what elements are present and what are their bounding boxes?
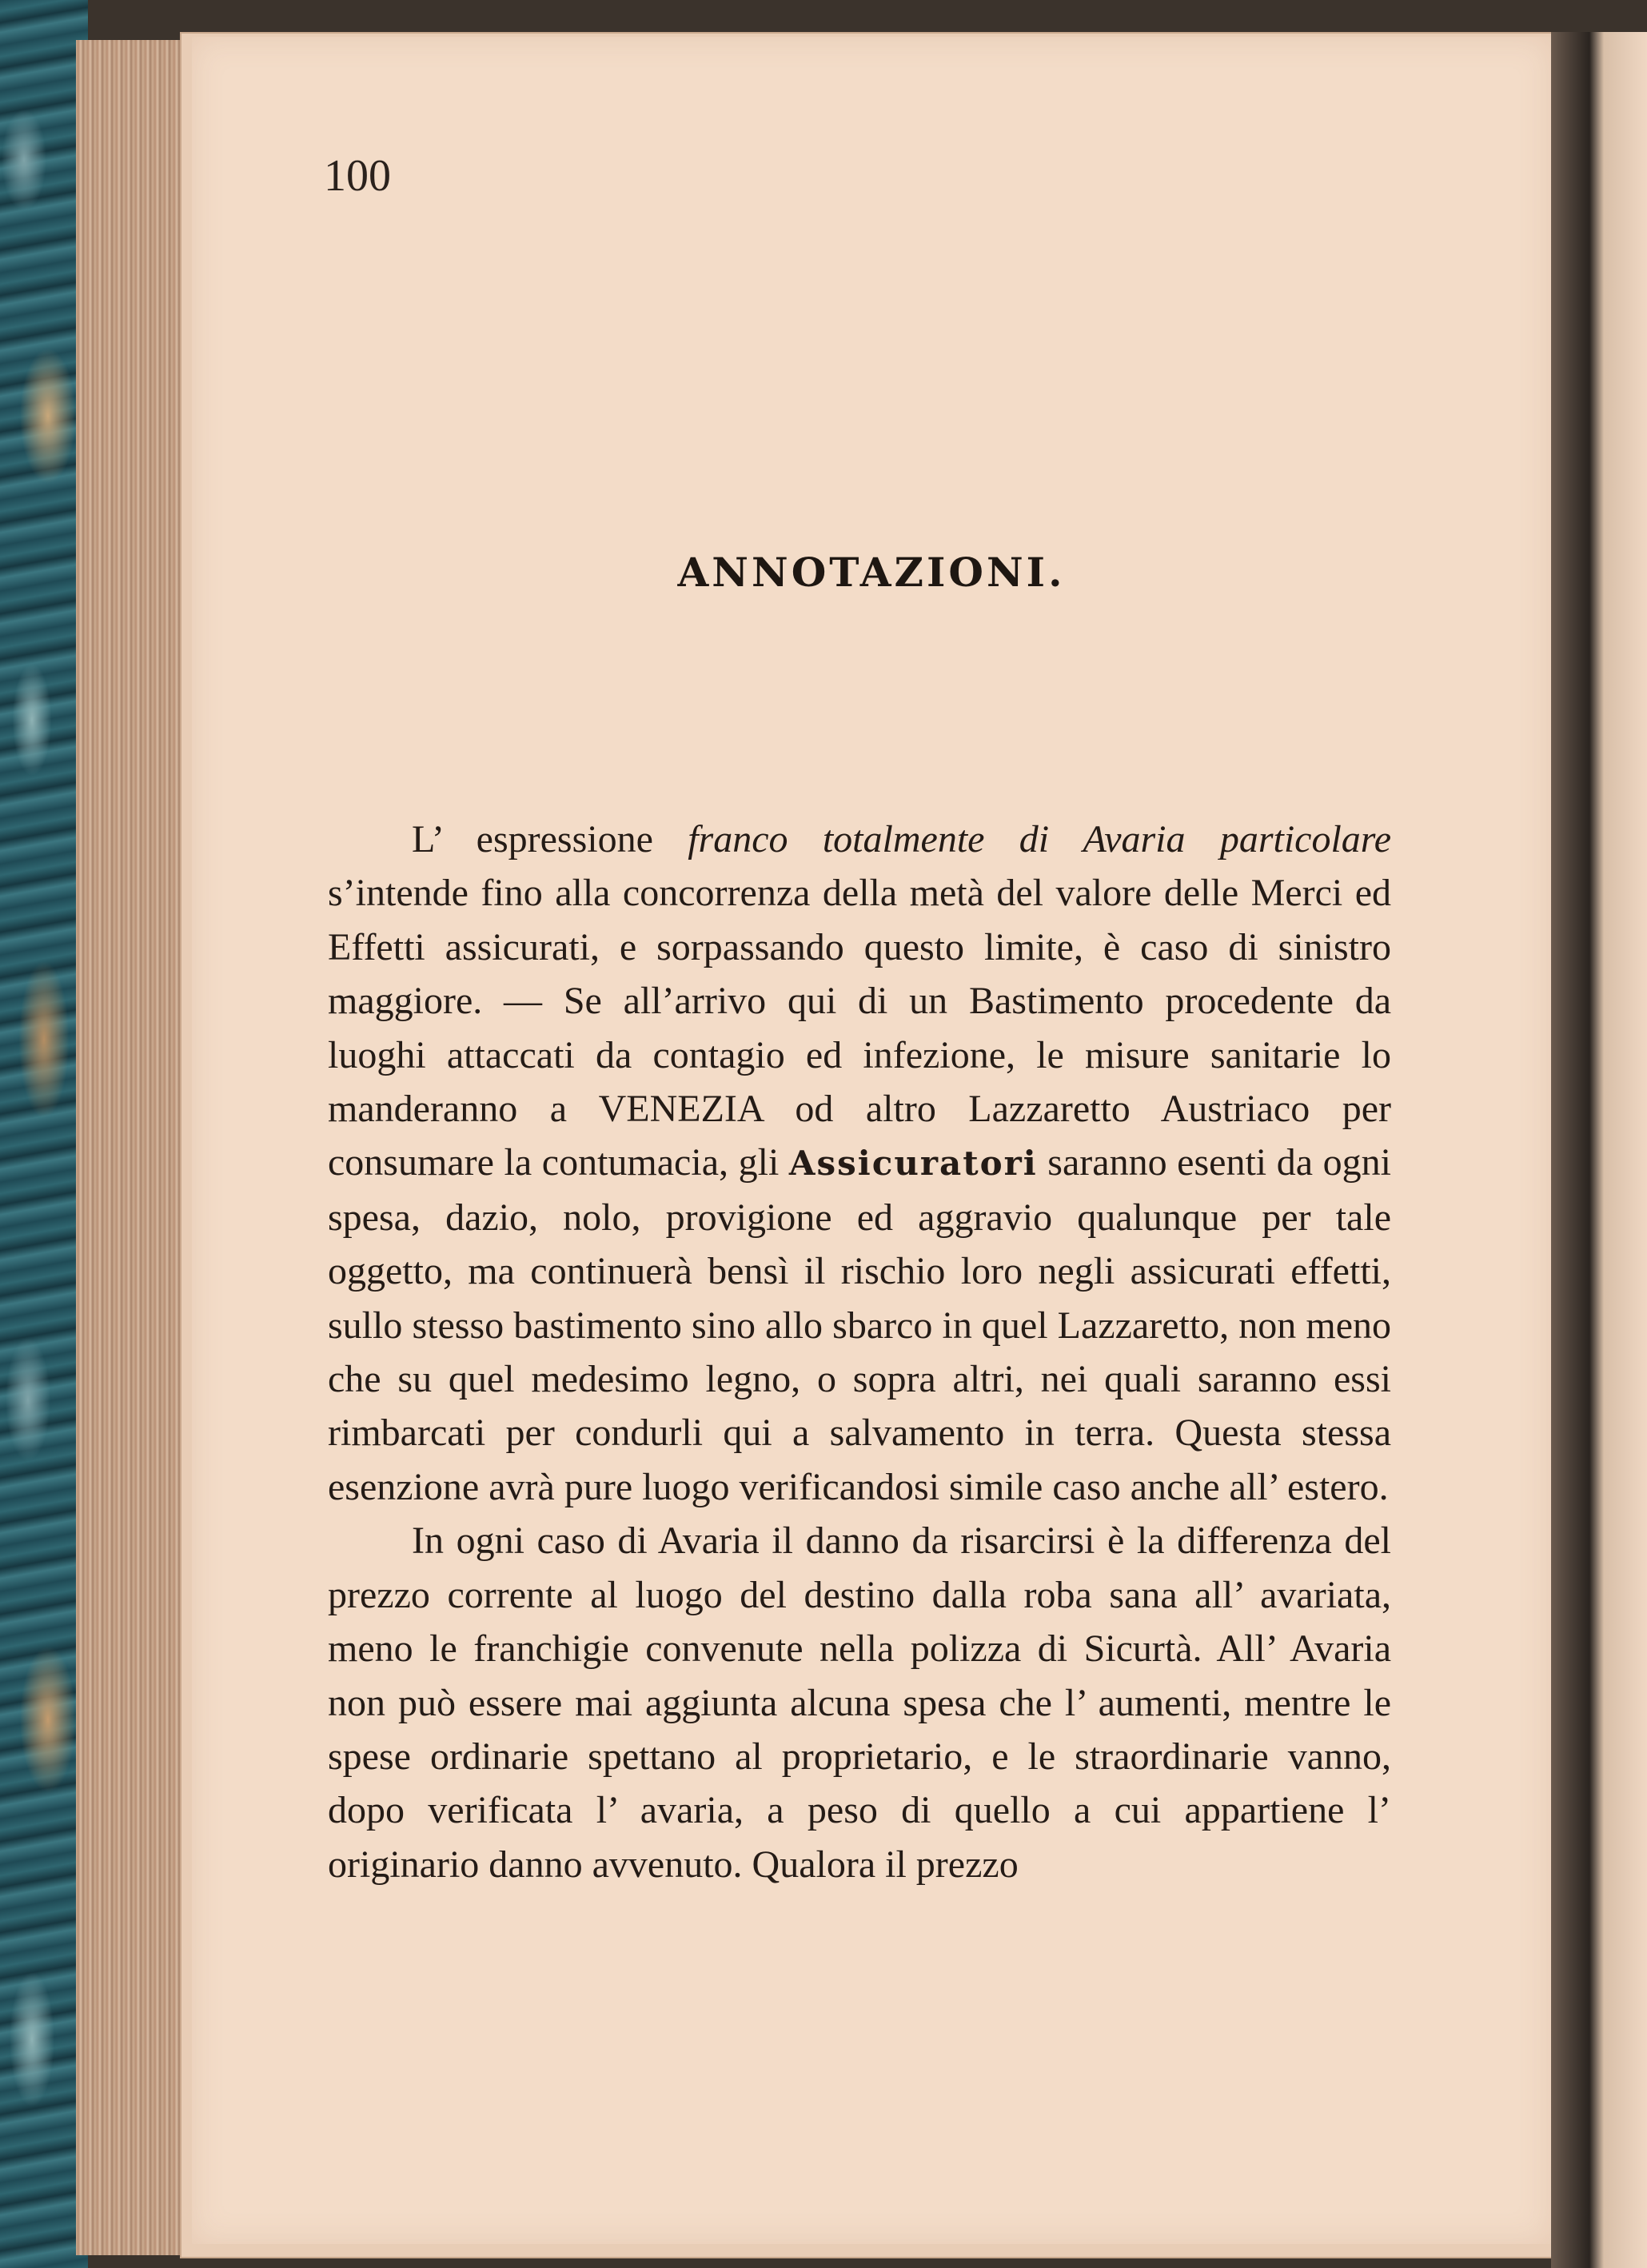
- paragraph-1: [328, 813, 1391, 1514]
- paragraph-1-segment: s’intende fino alla concorrenza della metà del valore delle Merci ed Effetti assicurati, e sorpassando questo limite, è caso di sinistro maggiore. — Se all’arrivo qui di un Bastimento procedente da luoghi attaccati da contagio ed infezione, le misure sanitarie lo manderanno a VENEZIA od altro Lazzaretto Austriaco per consumare la contumacia, gli: [328, 872, 1391, 1184]
- book-gutter: [1551, 32, 1647, 2268]
- paragraph-1-italic-phrase: franco totalmente di Avaria particolare: [688, 818, 1392, 860]
- paragraph-2-segment: In ogni caso di Avaria il danno da risarcirsi è la differenza del prezzo corrente al luogo del destino dalla roba sana all’ avariata, meno le franchigie convenute nella polizza di Sicurtà. All’ Avaria non può essere mai aggiunta alcuna spesa che l’ aumenti, mentre le spese ordinarie spettano al proprietario, e le straordinarie vanno, dopo verificata l’ avaria, a peso di quello a cui appartiene l’ originario danno avvenuto. Qualora il prezzo: [328, 1519, 1391, 1886]
- page-number: 100: [324, 151, 391, 201]
- marbled-cover: [0, 0, 88, 2268]
- body-text: [328, 813, 1391, 1891]
- section-heading: ANNOTAZIONI.: [677, 549, 1066, 596]
- paragraph-1-bold-word: Assicuratori: [788, 1144, 1038, 1184]
- paragraph-2: [328, 1514, 1391, 1891]
- page: [192, 37, 1551, 2244]
- page-edges: [76, 40, 196, 2255]
- paragraph-1-segment: L’ espressione: [412, 818, 688, 860]
- paragraph-1-segment: saranno esenti da ogni spesa, dazio, nolo, provigione ed aggravio qualunque per tale oggetto, ma continuerà bensì il rischio loro negli assicurati effetti, sullo stesso bastimento sino allo sbarco in quel Lazzaretto, non meno che su quel medesimo legno, o sopra altri, nei quali saranno essi rimbarcati per condurli qui a salvamento in terra. Questa stessa esenzione avrà pure luogo verificandosi simile caso anche all’ estero.: [328, 1141, 1392, 1508]
